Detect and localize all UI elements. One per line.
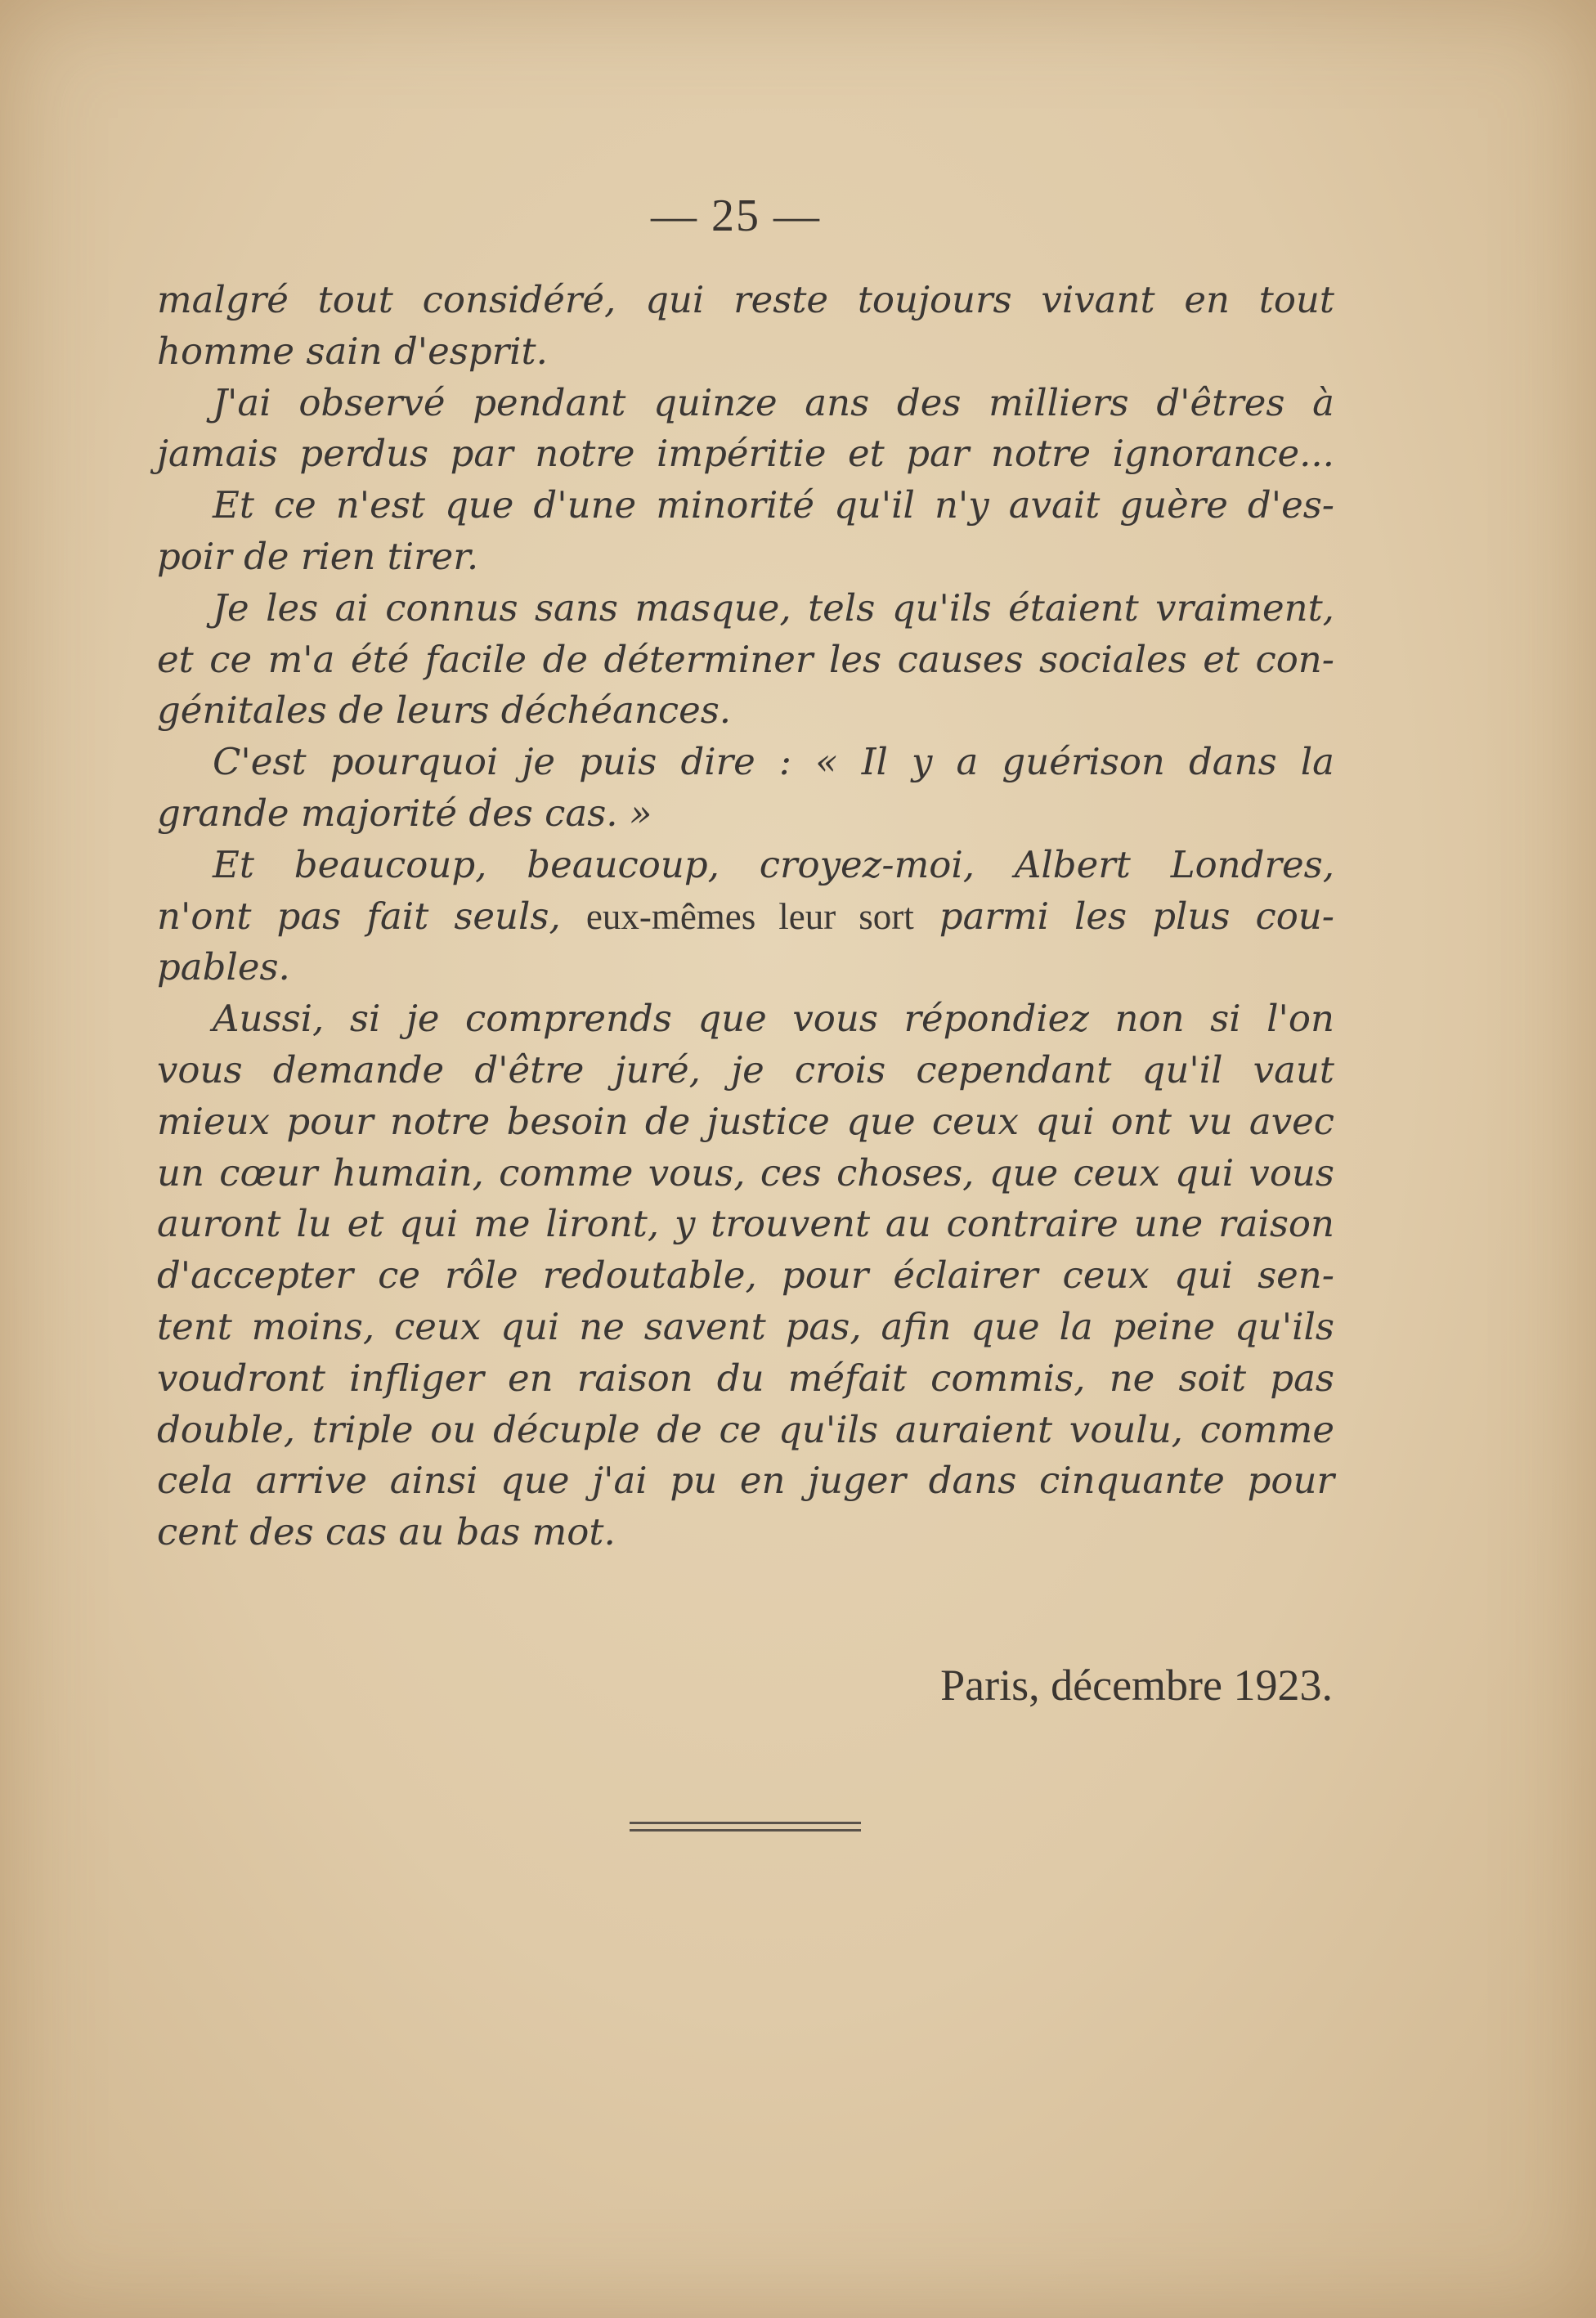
text-segment: parmi les plus cou-: [939, 894, 1334, 938]
end-double-rule: [630, 1822, 861, 1832]
rule-line: [630, 1822, 861, 1824]
text-line: poir de rien tirer.: [157, 534, 479, 578]
text-line: Je les ai connus sans masque, tels qu'ils étaient vraiment,: [213, 585, 1334, 630]
text-line: cent des cas au bas mot.: [157, 1510, 616, 1554]
text-segment-roman: eux-mêmes leur sort: [585, 895, 914, 937]
text-line: mieux pour notre besoin de justice que ceux qui ont vu avec: [157, 1099, 1334, 1143]
text-line: un cœur humain, comme vous, ces choses, que ceux qui vous: [157, 1150, 1334, 1195]
text-line: malgré tout considéré, qui reste toujours vivant en tout: [157, 278, 1334, 321]
text-line: grande majorité des cas. »: [157, 791, 652, 835]
text-line: pables.: [157, 945, 290, 989]
text-line: tent moins, ceux qui ne savent pas, afin que la peine qu'ils: [157, 1304, 1334, 1348]
text-line: cela arrive ainsi que j'ai pu en juger dans cinquante pour: [157, 1459, 1334, 1503]
body-text: [157, 275, 1334, 1558]
text-line: auront lu et qui me liront, y trouvent au contraire une raison: [157, 1202, 1334, 1246]
text-line: génitales de leurs déchéances.: [157, 688, 732, 733]
text-line: J'ai observé pendant quinze ans des milliers d'êtres à: [213, 380, 1334, 424]
text-line: Et beaucoup, beaucoup, croyez-moi, Albert Londres,: [213, 842, 1334, 886]
place-date-signature: Paris, décembre 1923.: [940, 1661, 1333, 1710]
text-line: C'est pourquoi je puis dire : « Il y a guérison dans la: [213, 740, 1334, 784]
text-line: homme sain d'esprit.: [157, 329, 548, 373]
text-segment: n'ont pas fait seuls,: [157, 894, 561, 938]
text-line-mixed: [157, 891, 1334, 943]
text-line: vous demande d'être juré, je crois cependant qu'il vaut: [157, 1047, 1334, 1092]
text-line: Et ce n'est que d'une minorité qu'il n'y avait guère d'es-: [213, 483, 1334, 527]
text-line: et ce m'a été facile de déterminer les causes sociales et con-: [157, 637, 1334, 681]
text-line: Aussi, si je comprends que vous répondiez non si l'on: [213, 997, 1334, 1041]
rule-line: [630, 1829, 861, 1832]
text-line: voudront infliger en raison du méfait commis, ne soit pas: [157, 1356, 1334, 1400]
text-line: double, triple ou décuple de ce qu'ils auraient voulu, comme: [157, 1407, 1334, 1451]
text-line: jamais perdus par notre impéritie et par notre ignorance...: [157, 432, 1334, 476]
page-number: — 25 —: [651, 191, 821, 241]
text-line: d'accepter ce rôle redoutable, pour éclairer ceux qui sen-: [157, 1253, 1334, 1298]
